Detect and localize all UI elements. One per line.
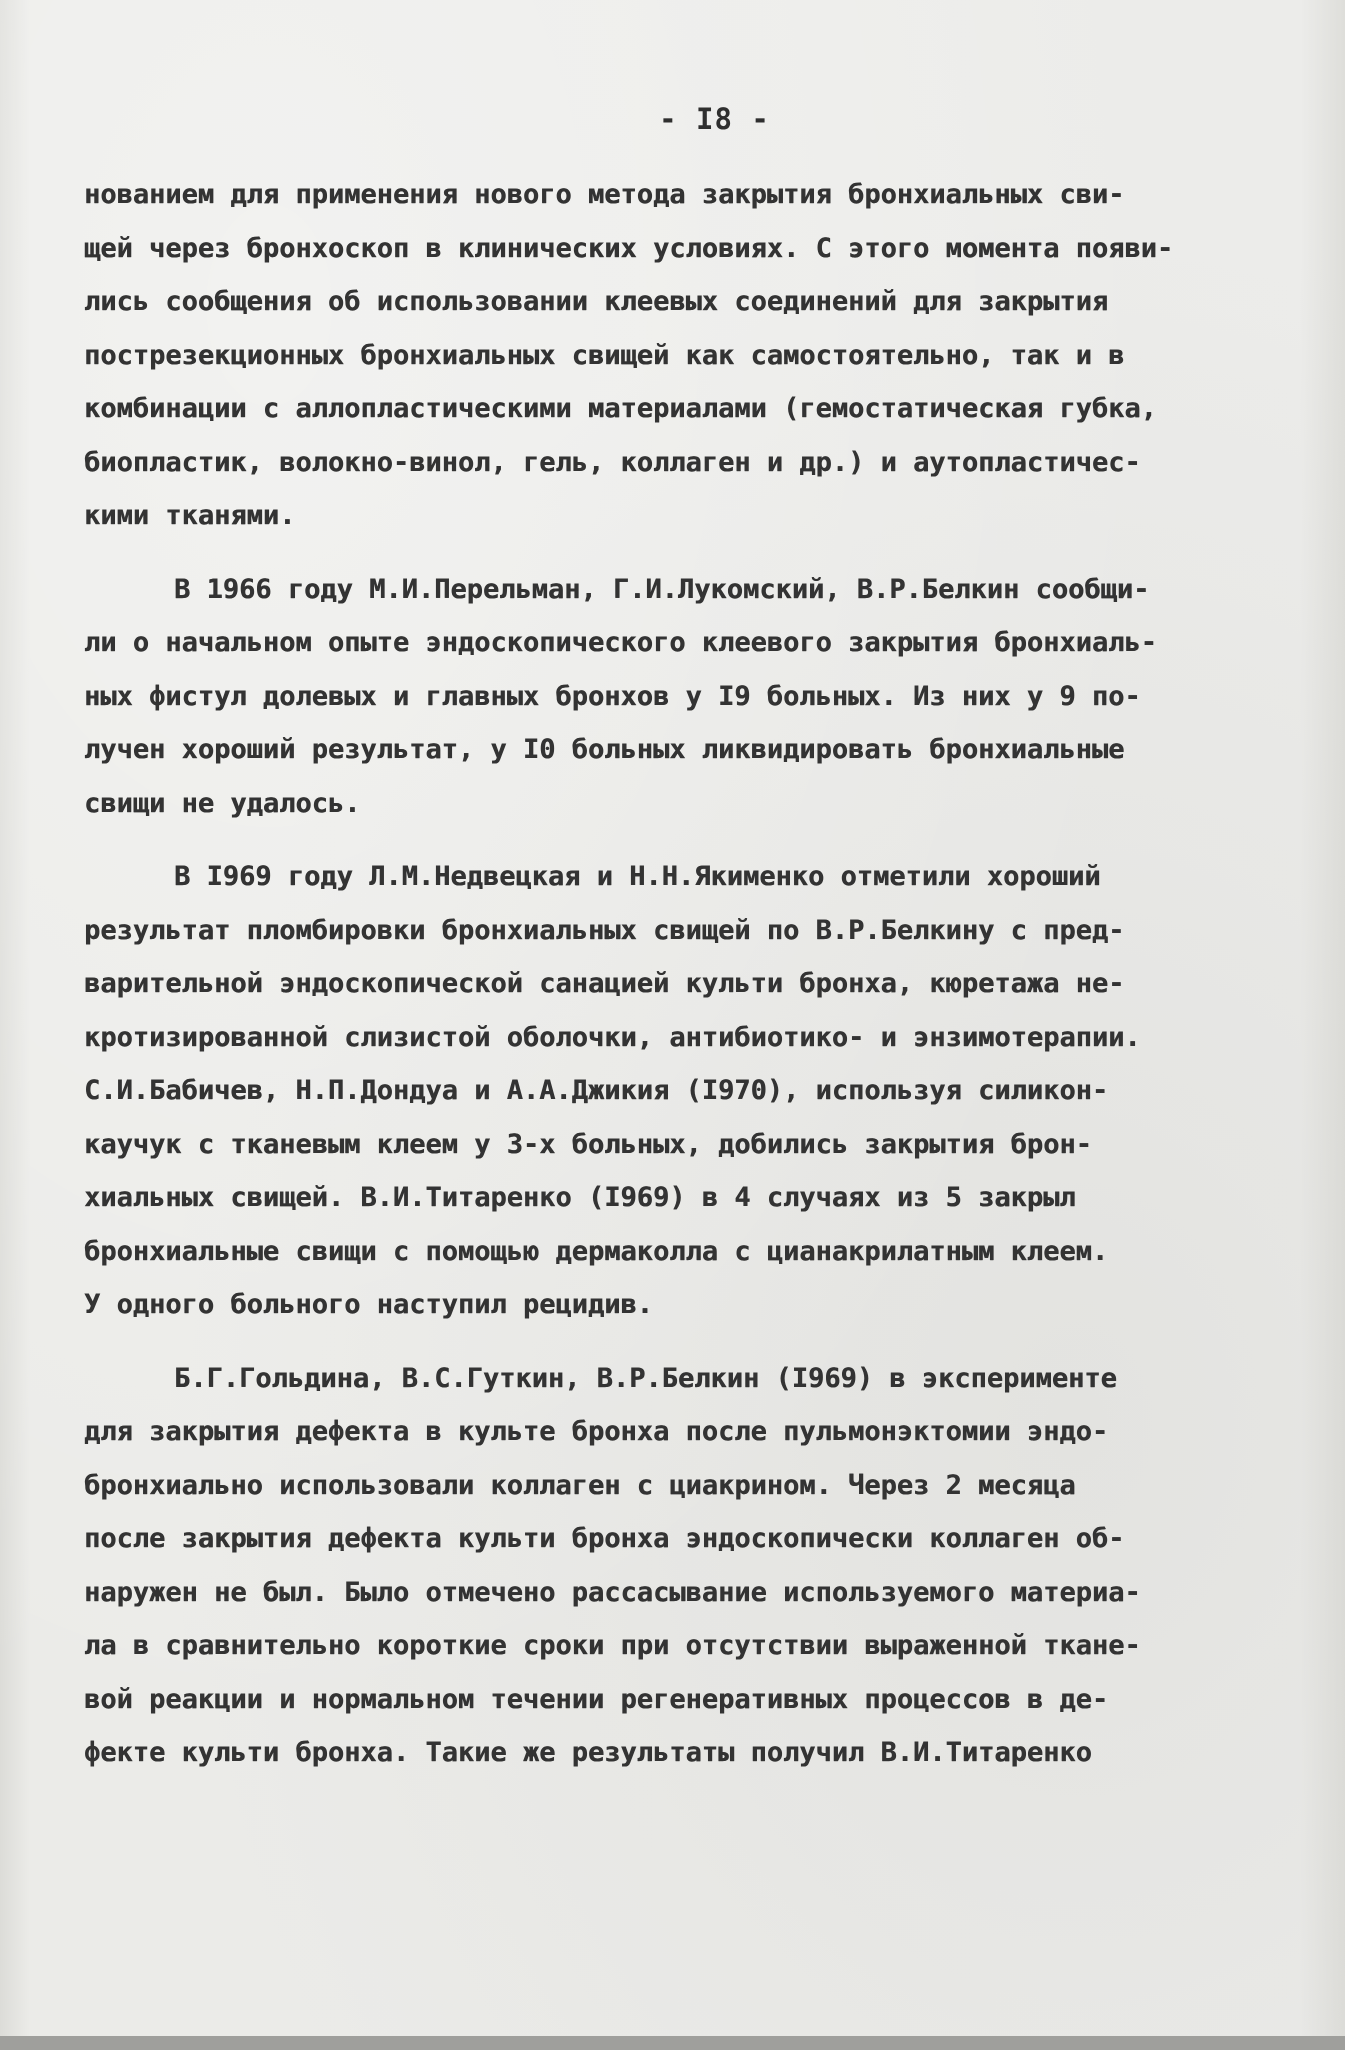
text-line: свищи не удалось. bbox=[84, 787, 361, 819]
text-line: пострезекционных бронхиальных свищей как самостоятельно, так и в bbox=[84, 339, 1125, 371]
text-line: нованием для применения нового метода закрытия бронхиальных сви- bbox=[84, 179, 1125, 210]
text-line: ла в сравнительно короткие сроки при отсутствии выраженной ткане- bbox=[84, 1630, 1141, 1661]
text-line: ных фистул долевых и главных бронхов у I9 больных. Из них у 9 по- bbox=[84, 680, 1141, 712]
text-line: ли о начальном опыте эндоскопического клеевого закрытия бронхиаль- bbox=[84, 627, 1157, 658]
text-line: щей через бронхоскоп в клинических условиях. С этого момента появи- bbox=[84, 232, 1174, 264]
page-number: - I8 - bbox=[659, 102, 770, 136]
text-line: У одного больного наступил рецидив. bbox=[84, 1289, 653, 1320]
text-line: бронхиальные свищи с помощью дермаколла с цианакрилатным клеем. bbox=[84, 1235, 1109, 1267]
text-line: лучен хороший результат, у I0 больных ликвидировать бронхиальные bbox=[84, 734, 1125, 765]
paragraph-gap bbox=[84, 830, 1284, 850]
text-line: кротизированной слизистой оболочки, антибиотико- и энзимотерапии. bbox=[84, 1021, 1141, 1053]
text-line: кими тканями. bbox=[84, 500, 296, 531]
body-text bbox=[84, 168, 1284, 1780]
text-line: Б.Г.Гольдина, В.С.Гуткин, В.Р.Белкин (I969) в эксперименте bbox=[174, 1362, 1117, 1394]
text-line: результат пломбировки бронхиальных свищей по В.Р.Белкину с пред- bbox=[84, 914, 1125, 946]
text-line: после закрытия дефекта культи бронха эндоскопически коллаген об- bbox=[84, 1523, 1125, 1554]
text-line: каучук с тканевым клеем у 3-х больных, добились закрытия брон- bbox=[84, 1128, 1092, 1160]
text-line: С.И.Бабичев, Н.П.Дондуа и А.А.Джикия (I970), используя силикон- bbox=[84, 1075, 1109, 1106]
text-line: комбинации с аллопластическими материалами (гемостатическая губка, bbox=[84, 393, 1157, 424]
text-line: В I969 году Л.М.Недвецкая и Н.Н.Якименко отметили хороший bbox=[174, 861, 1101, 892]
paragraph-gap bbox=[84, 543, 1284, 563]
text-line: В 1966 году М.И.Перельман, Г.И.Лукомский, В.Р.Белкин сообщи- bbox=[174, 573, 1150, 605]
text-line: хиальных свищей. В.И.Титаренко (I969) в 4 случаях из 5 закрыл bbox=[84, 1182, 1076, 1213]
text-line: биопластик, волокно-винол, гель, коллаген и др.) и аутопластичес- bbox=[84, 446, 1141, 478]
text-line: бронхиально использовали коллаген с циакрином. Через 2 месяца bbox=[84, 1469, 1076, 1501]
scan-edge bbox=[0, 2036, 1345, 2050]
text-line: наружен не был. Было отмечено рассасывание используемого материа- bbox=[84, 1576, 1141, 1608]
text-line: для закрытия дефекта в культе бронха после пульмонэктомии эндо- bbox=[84, 1416, 1109, 1447]
text-line: фекте культи бронха. Такие же результаты получил В.И.Титаренко bbox=[84, 1737, 1092, 1768]
text-line: вой реакции и нормальном течении регенеративных процессов в де- bbox=[84, 1683, 1109, 1715]
text-line: лись сообщения об использовании клеевых соединений для закрытия bbox=[84, 286, 1109, 317]
paragraph-gap bbox=[84, 1332, 1284, 1352]
text-line: варительной эндоскопической санацией культи бронха, кюретажа не- bbox=[84, 968, 1125, 999]
